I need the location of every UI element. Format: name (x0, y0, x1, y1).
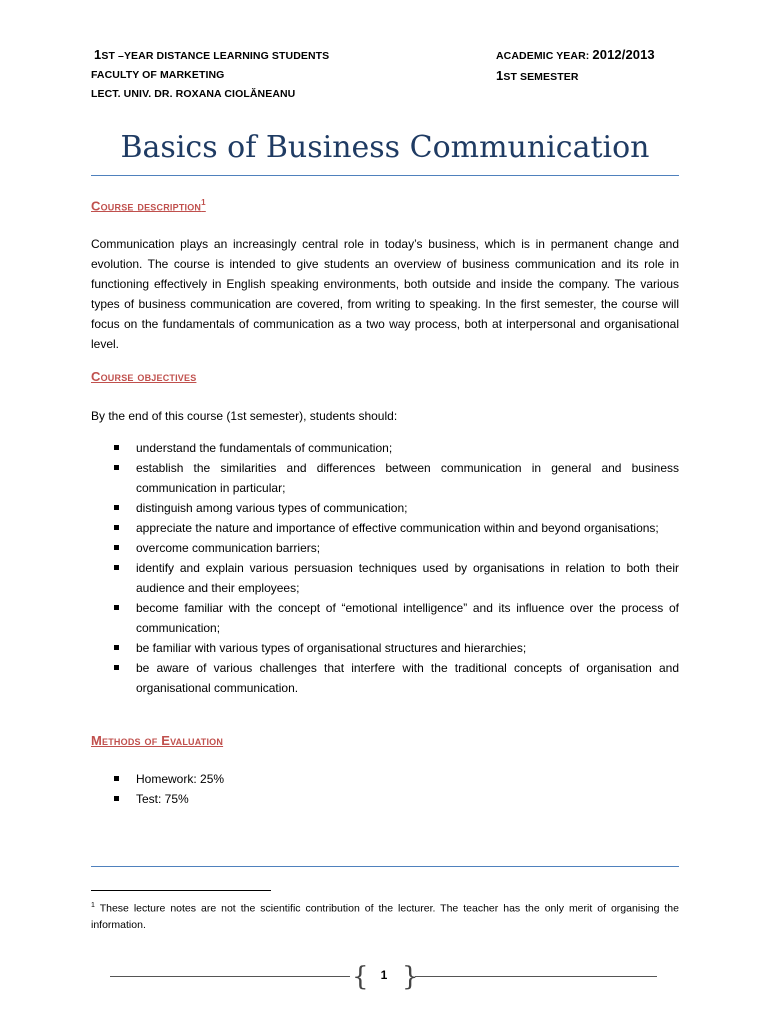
header-right (496, 45, 716, 87)
page-number: 1 (380, 968, 388, 982)
header-line-students: 1ST –YEAR DISTANCE LEARNING STUDENTS (94, 47, 330, 62)
list-item: identify and explain various persuasion techniques used by organisations in relation to both their audience and their employees; (91, 558, 679, 598)
list-item: be aware of various challenges that interfere with the traditional concepts of organisation and organisational communication. (91, 658, 679, 698)
objectives-intro: By the end of this course (1st semester), students should: (91, 409, 398, 423)
footnote-separator (91, 890, 271, 891)
objectives-list (91, 438, 679, 698)
header-line-semester: 1ST SEMESTER (496, 68, 579, 83)
list-item: become familiar with the concept of “emotional intelligence” and its influence over the process of communication; (91, 598, 679, 638)
header-line-lecturer: LECT. UNIV. DR. ROXANA CIOLĂNEANU (91, 88, 296, 100)
list-item: establish the similarities and differences between communication in general and business communication in particular; (91, 458, 679, 498)
evaluation-list (91, 769, 679, 809)
course-description-text: Communication plays an increasingly central role in today’s business, which is in permanent change and evolution. The course is intended to give students an overview of business communication and its role in functioning effectively in English speaking environments, both outside and inside the company. The various types of business communication are covered, from writing to speaking. In the first semester, the course will focus on the fundamentals of communication as a two way process, both at interpersonal and organisational level. (91, 237, 679, 351)
header-left (91, 45, 471, 104)
section-heading-evaluation: Methods of Evaluation (91, 733, 224, 748)
right-brace-icon: } (402, 962, 419, 992)
list-item: Homework: 25% (91, 769, 679, 789)
list-item: understand the fundamentals of communication; (91, 438, 679, 458)
list-item: distinguish among various types of communication; (91, 498, 679, 518)
list-item: be familiar with various types of organisational structures and hierarchies; (91, 638, 679, 658)
list-item: overcome communication barriers; (91, 538, 679, 558)
section-heading-description: Course description$^1$ (91, 198, 206, 214)
footnote-text: These lecture notes are not the scientific contribution of the lecturer. The teacher has the only merit of organising the information. (91, 902, 679, 931)
footnote-marker: 1 (91, 902, 95, 909)
footnote-reference: 1 (201, 198, 206, 207)
footnote (91, 898, 679, 933)
header-line-faculty: FACULTY OF MARKETING (91, 69, 225, 81)
header-line-academic-year: ACADEMIC YEAR: 2012/2013 (496, 47, 655, 62)
section-heading-objectives: Course objectives (91, 369, 197, 384)
footer-divider (91, 866, 679, 867)
list-item: Test: 75% (91, 789, 679, 809)
list-item: appreciate the nature and importance of effective communication within and beyond organisations; (91, 518, 679, 538)
left-brace-icon: { (352, 962, 369, 992)
page-number-rule-left (110, 976, 350, 977)
title-divider (91, 175, 679, 176)
document-title: Basics of Business Communication (120, 130, 650, 165)
page-number-rule-right (415, 976, 657, 977)
